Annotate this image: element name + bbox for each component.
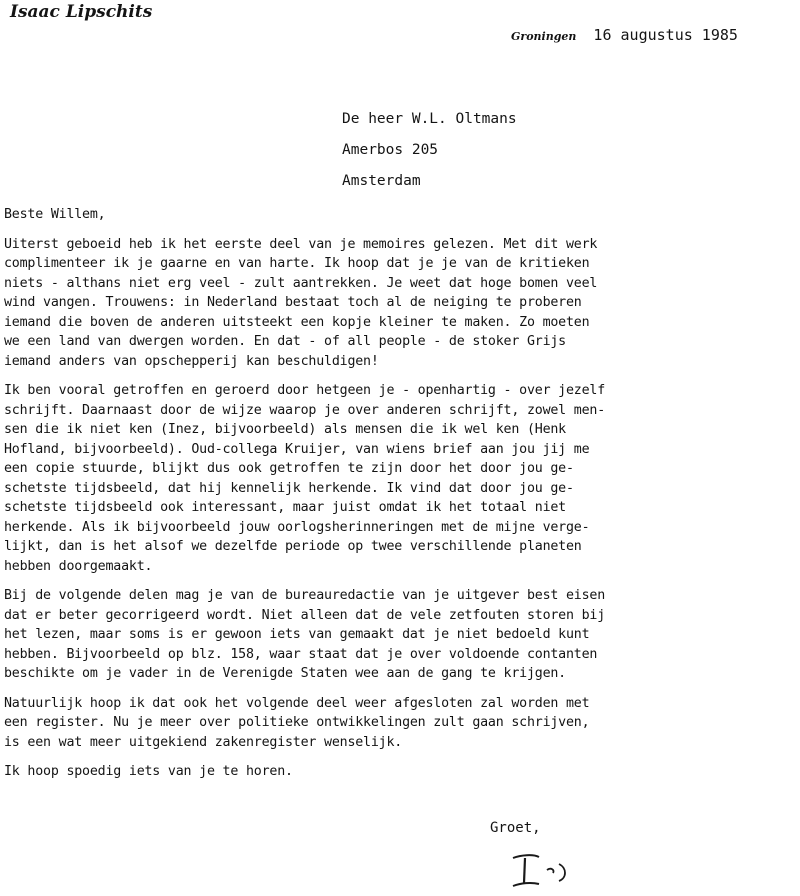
address-line: Amsterdam [342,173,421,189]
text-line: we een land van dwergen worden. En dat - of all people - de stoker Grijs [4,334,566,349]
paragraph [4,694,798,753]
text-line: complimenteer ik je gaarne en van harte. Ik hoop dat je je van de kritieken [4,256,590,271]
paragraph [4,381,798,576]
text-line: een register. Nu je meer over politieke ontwikkelingen zult gaan schrijven, [4,715,590,730]
dateline-date: 16 augustus 1985 [593,26,738,44]
text-line: is een wat meer uitgekiend zakenregister wenselijk. [4,734,403,750]
text-line: iemand anders van opschepperij kan beschuldigen! [4,353,379,369]
text-line: herkende. Als ik bijvoorbeeld jouw oorlogsherinneringen met de mijne verge- [4,519,590,535]
text-line: schetste tijdsbeeld ook interessant, maar juist omdat ik het totaal niet [4,500,566,515]
text-line: Ik ben vooral getroffen en geroerd door hetgeen je - openhartig - over jezelf [4,383,606,398]
text-line: Ik hoop spoedig iets van je te horen. [4,764,293,779]
greeting: Beste Willem, [4,207,106,222]
text-line: schrijft. Daarnaast door de wijze waarop je over anderen schrijft, zowel men- [4,402,606,418]
paragraphs [4,235,798,782]
signature-mark [507,850,577,892]
text-line: schetste tijdsbeeld, dat hij kennelijk herkende. Ik vind dat door jou ge- [4,480,574,496]
text-line: niets - althans niet erg veel - zult aantrekken. Je weet dat hoge bomen veel [4,275,598,291]
address-line: Amerbos 205 [342,142,439,158]
recipient-address [342,104,517,197]
text-line: beschikte om je vader in de Verenigde Staten wee aan de gang te krijgen. [4,666,566,681]
text-line: dat er beter gecorrigeerd wordt. Niet alleen dat de vele zetfouten storen bij [4,607,606,623]
text-line: iemand die boven de anderen uitsteekt een kopje kleiner te maken. Zo moeten [4,314,590,330]
text-line: sen die ik niet ken (Inez, bijvoorbeeld) als mensen die ik wel ken (Henk [4,422,566,437]
text-line: Hofland, bijvoorbeeld). Oud-collega Kruijer, van wiens brief aan jou jij me [4,441,590,457]
paragraph [4,235,798,372]
text-line: wind vangen. Trouwens: in Nederland bestaat toch al de neiging te proberen [4,295,582,310]
letter-body [4,205,798,792]
dateline-place: Groningen [511,30,577,43]
text-line: Bij de volgende delen mag je van de bureauredactie van je uitgever best eisen [4,588,606,603]
text-line: lijkt, dan is het alsof we dezelfde periode op twee verschillende planeten [4,539,582,554]
closing: Groet, [490,820,541,836]
paragraph [4,586,798,684]
text-line: een copie stuurde, blijkt dus ook getroffen te zijn door het door jou ge- [4,461,574,476]
paragraph [4,762,798,782]
address-line: De heer W.L. Oltmans [342,111,517,127]
letterhead: Isaac Lipschits [10,2,153,22]
text-line: het lezen, maar soms is er gewoon iets van gemaakt dat je niet bedoeld kunt [4,627,590,642]
text-line: Uiterst geboeid heb ik het eerste deel van je memoires gelezen. Met dit werk [4,236,598,252]
dateline [511,26,738,44]
signature [507,850,577,896]
text-line: hebben. Bijvoorbeeld op blz. 158, waar staat dat je over voldoende contanten [4,646,598,662]
text-line: hebben doorgemaakt. [4,558,153,574]
text-line: Natuurlijk hoop ik dat ook het volgende deel weer afgesloten zal worden met [4,695,590,711]
